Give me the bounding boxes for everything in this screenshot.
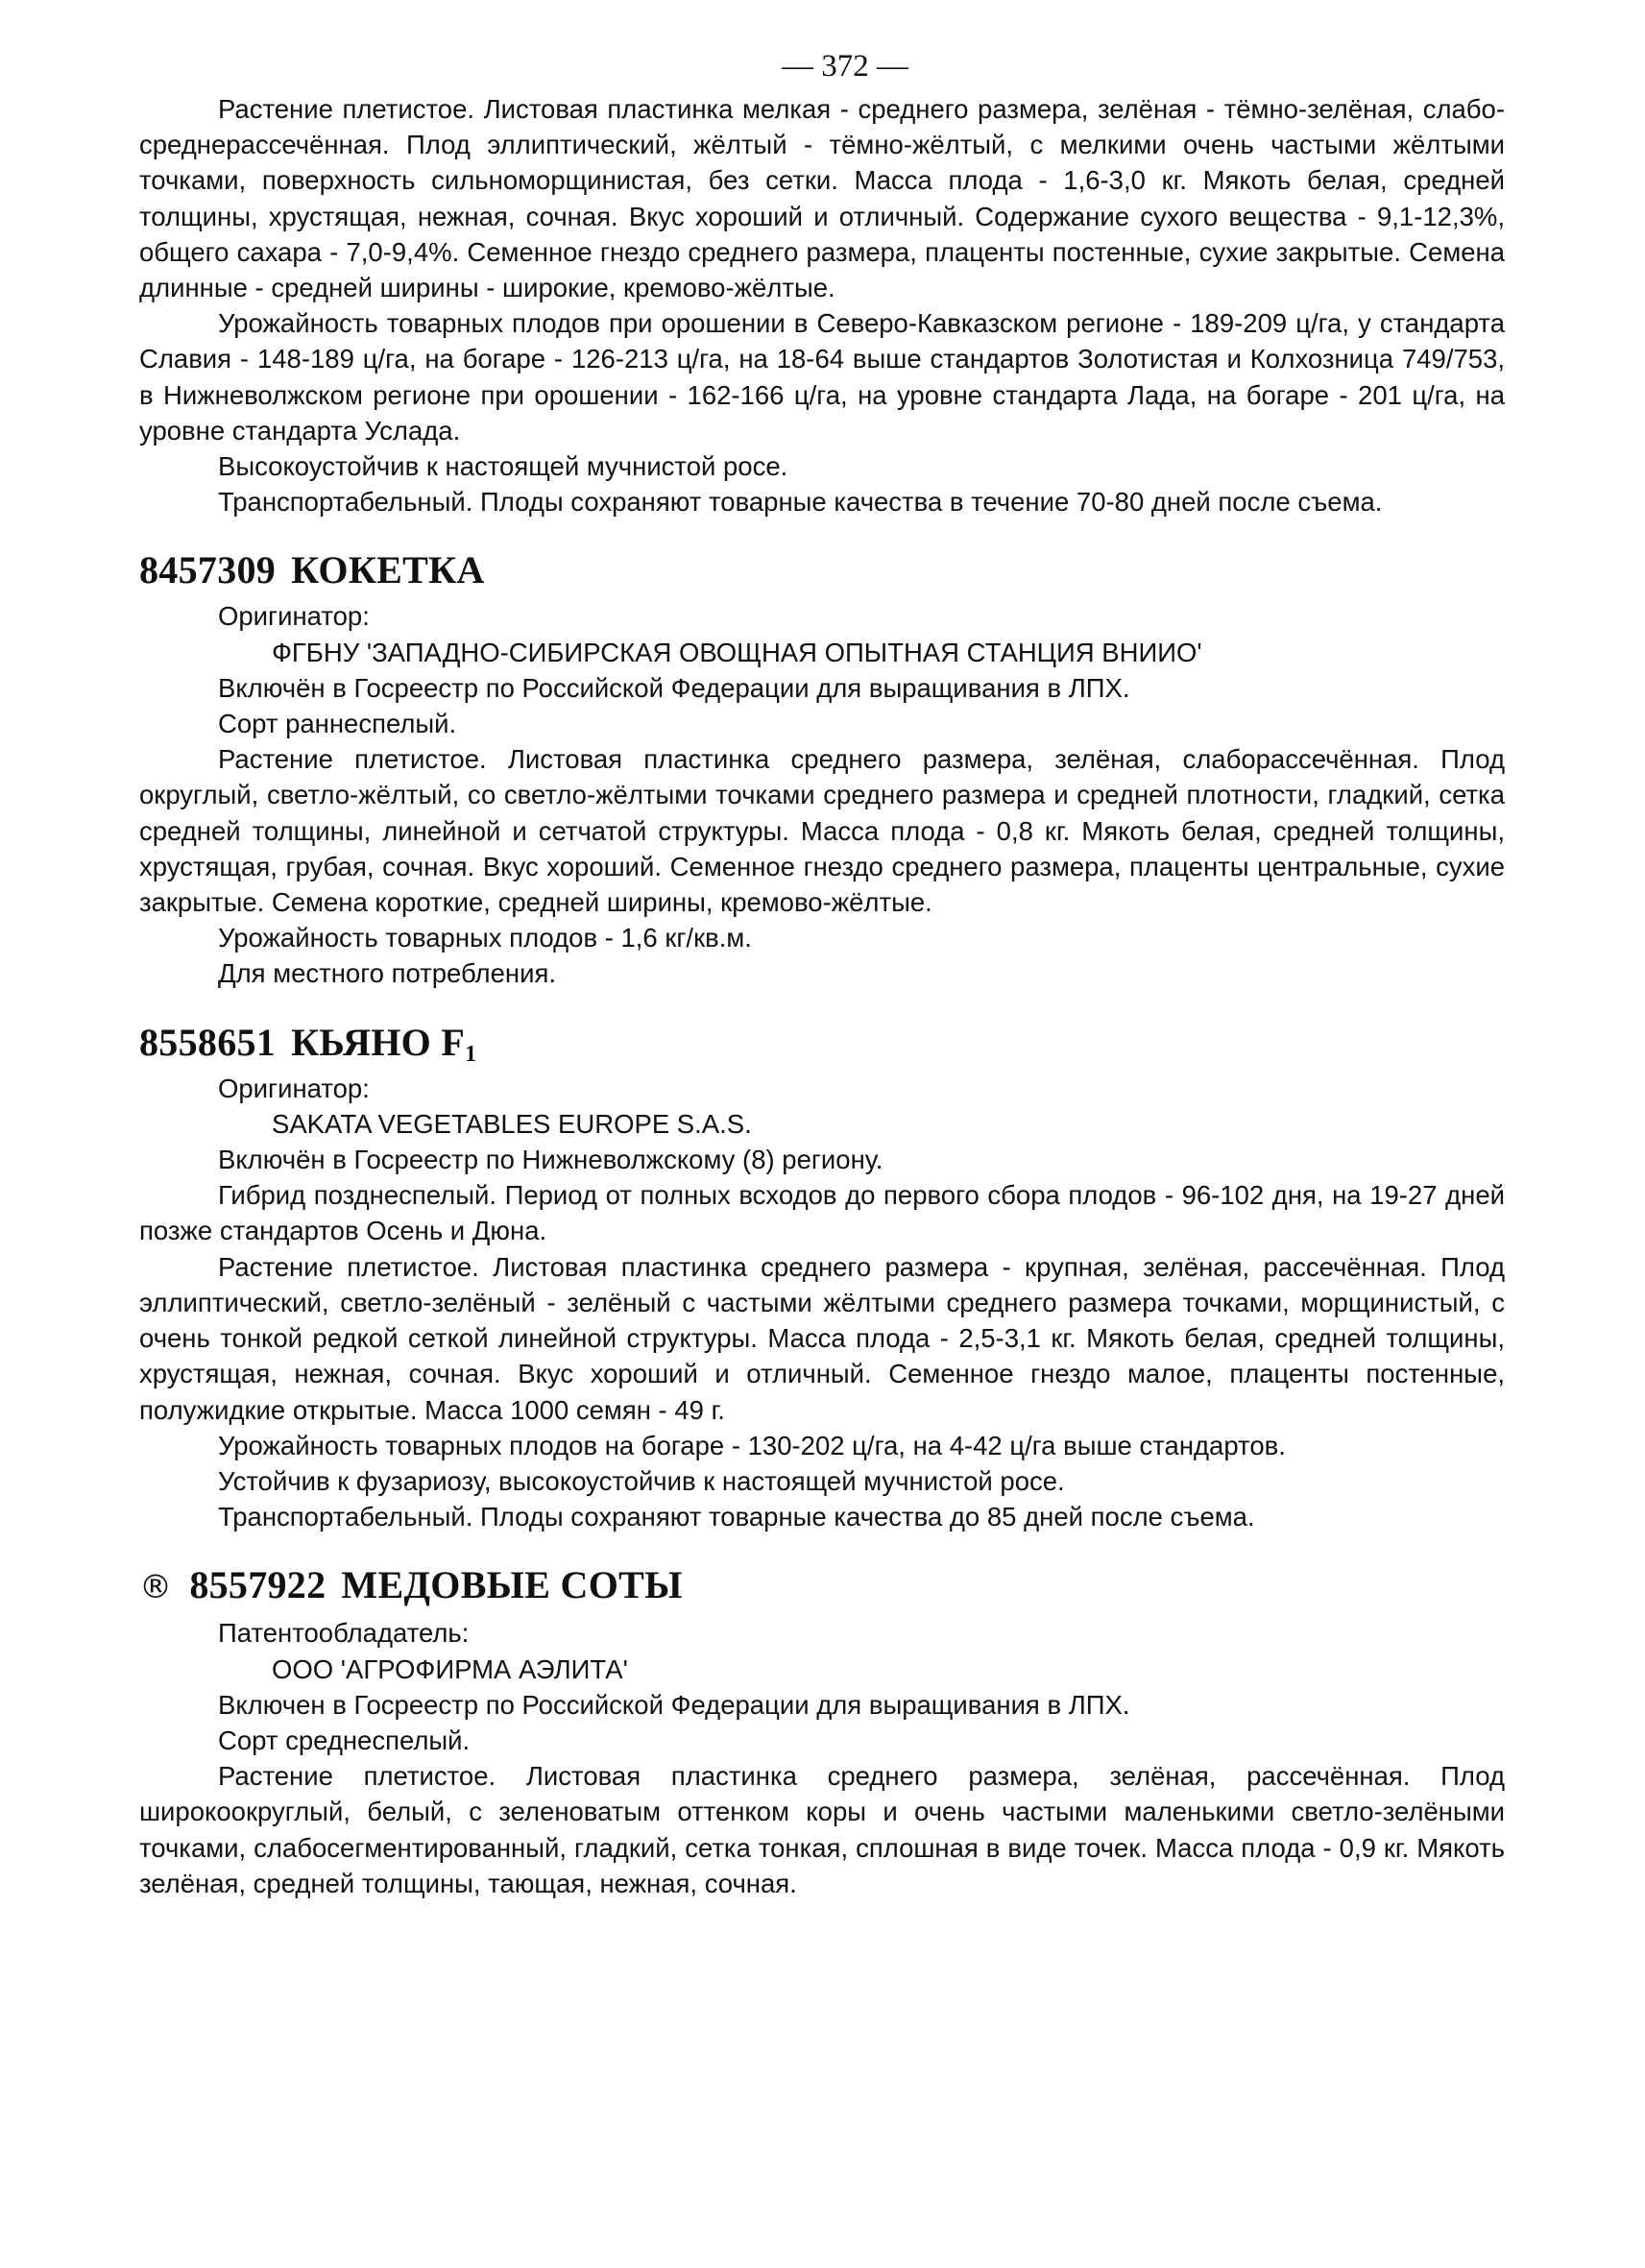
role-label: Оригинатор: [218, 1073, 370, 1103]
ripeness-note: Сорт среднеспелый. [218, 1725, 471, 1755]
entry-heading [139, 1020, 1505, 1066]
entry-kyano [139, 1020, 1505, 1535]
yield-note: Урожайность товарных плодов на богаре - 130-202 ц/га, на 4-42 ц/га выше стандартов. [218, 1430, 1286, 1460]
registry-note: Включён в Госреестр по Российской Федерации для выращивания в ЛПХ. [218, 672, 1130, 703]
entry-heading [139, 1562, 1505, 1610]
resistance-note: Устойчив к фузариозу, высокоустойчив к настоящей мучнистой росе. [218, 1465, 1065, 1496]
role-label: Оригинатор: [218, 601, 370, 632]
entry-title: КЬЯНО F [291, 1020, 466, 1064]
registry-note: Включён в Госреестр по Нижневолжскому (8) региону. [218, 1145, 883, 1175]
role-label: Патентообладатель: [218, 1618, 470, 1649]
intro-transport: Транспортабельный. Плоды сохраняют товарные качества в течение 70-80 дней после съема. [218, 487, 1383, 518]
document-page [139, 46, 1505, 1901]
plant-description: Растение плетистое. Листовая пластинка среднего размера, зелёная, слаборассечённая. Плод округлый, светло-жёлтый, со светло-жёлтыми точками среднего размера и средней плотности, гладкий, сетка средней толщины, линейной и сетчатой структуры. Масса плода - 0,8 кг. Мякоть белая, средней толщины, хрустящая, грубая, сочная. Вкус хороший. Семенное гнездо среднего размера, плаценты центральные, сухие закрытые. Семена короткие, средней ширины, кремово-жёлтые. [139, 744, 1505, 918]
intro-section [139, 91, 1505, 519]
organization-name: SAKATA VEGETABLES EUROPE S.A.S. [272, 1108, 752, 1139]
entry-koketka [139, 547, 1505, 991]
intro-resistance: Высокоустойчив к настоящей мучнистой росе. [218, 451, 788, 482]
intro-yield: Урожайность товарных плодов при орошении в Северо-Кавказском регионе - 189-209 ц/га, у стандарта Славия - 148-189 ц/га, на богаре - 126-213 ц/га, на 18-64 выше стандартов Золотистая и Колхозница 749/753, в Нижневолжском регионе при орошении - 162-166 ц/га, на уровне стандарта Лада, на богаре - 201 ц/га, на уровне стандарта Услада. [139, 308, 1505, 446]
ripeness-note: Сорт раннеспелый. [218, 709, 457, 739]
entry-title: МЕДОВЫЕ СОТЫ [341, 1563, 683, 1607]
entry-code: 8557922 [189, 1563, 327, 1607]
transport-note: Транспортабельный. Плоды сохраняют товарные качества до 85 дней после съема. [218, 1502, 1255, 1532]
entry-code: 8457309 [139, 548, 277, 592]
usage-note: Для местного потребления. [218, 958, 556, 989]
plant-description: Растение плетистое. Листовая пластинка среднего размера, зелёная, рассечённая. Плод широкоокруглый, белый, с зеленоватым оттенком коры и очень частыми маленькими светло-зелёными точками, слабосегментированный, гладкий, сетка тонкая, сплошная в виде точек. Масса плода - 0,9 кг. Мякоть зелёная, средней толщины, тающая, нежная, сочная. [139, 1761, 1505, 1898]
ripeness-note: Гибрид позднеспелый. Период от полных всходов до первого сбора плодов - 96-102 дня, на 19-27 дней позже стандартов Осень и Дюна. [139, 1180, 1505, 1246]
yield-note: Урожайность товарных плодов - 1,6 кг/кв.м. [218, 923, 752, 953]
page-number: — 372 — [782, 49, 908, 84]
entry-medovye-soty [139, 1562, 1505, 1901]
entry-code: 8558651 [139, 1020, 277, 1064]
entry-heading [139, 547, 1505, 593]
organization-name: ФГБНУ 'ЗАПАДНО-СИБИРСКАЯ ОВОЩНАЯ ОПЫТНАЯ СТАНЦИЯ ВНИИО' [272, 637, 1202, 667]
registry-note: Включен в Госреестр по Российской Федерации для выращивания в ЛПХ. [218, 1689, 1130, 1720]
entry-title: КОКЕТКА [291, 548, 485, 592]
organization-name: ООО 'АГРОФИРМА АЭЛИТА' [272, 1653, 628, 1684]
registered-mark-icon: ® [139, 1568, 173, 1607]
entry-title-subscript: 1 [465, 1041, 477, 1067]
plant-description: Растение плетистое. Листовая пластинка среднего размера - крупная, зелёная, рассечённая. Плод эллиптический, светло-зелёный - зелёный с частыми жёлтыми среднего размера точками, морщинистый, с очень тонкой редкой сеткой линейной структуры. Масса плода - 2,5-3,1 кг. Мякоть белая, средней толщины, хрустящая, нежная, сочная. Вкус хороший и отличный. Семенное гнездо малое, плаценты постенные, полужидкие открытые. Масса 1000 семян - 49 г. [139, 1251, 1505, 1425]
intro-description: Растение плетистое. Листовая пластинка мелкая - среднего размера, зелёная - тёмно-зелёная, слабо- среднерассечённая. Плод эллиптический, жёлтый - тёмно-жёлтый, с мелкими очень частыми жёлтыми точками, поверхность сильноморщинистая, без сетки. Масса плода - 1,6-3,0 кг. Мякоть белая, средней толщины, хрустящая, нежная, сочная. Вкус хороший и отличный. Содержание сухого вещества - 9,1-12,3%, общего сахара - 7,0-9,4%. Семенное гнездо среднего размера, плаценты постенные, сухие закрытые. Семена длинные - средней ширины - широкие, кремово-жёлтые. [139, 94, 1505, 303]
